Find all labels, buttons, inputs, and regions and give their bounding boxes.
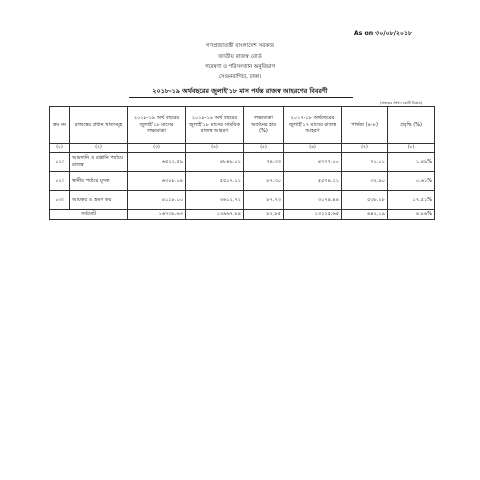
row-prev-collection: ৩০৭৪.৪৪ <box>284 191 342 210</box>
row-collection: ৩৬১২.৭২ <box>186 191 244 210</box>
title-underline <box>129 97 353 98</box>
col-number: (১) <box>50 144 70 153</box>
unit-note: (অংকের সংখ্যা কোটি টাকায়) <box>380 101 422 105</box>
row-serial: ০১। <box>50 153 70 172</box>
col-number: (৮) <box>388 144 435 153</box>
table-row <box>50 191 435 210</box>
header-address: সেগুনবাগিচা, ঢাকা। <box>218 74 262 80</box>
row-target: ৪১১৮.০০ <box>128 191 186 210</box>
total-collection: ১৩৯৬৭.৮৪ <box>186 210 244 220</box>
row-achievement: ৮৭.৩০ <box>244 172 284 191</box>
col-header-growth: প্রবৃদ্ধি (%) <box>388 107 435 144</box>
revenue-table <box>49 106 435 220</box>
total-target: ১৬৭৩৮.৬৩ <box>128 210 186 220</box>
column-number-row <box>50 144 435 153</box>
col-number: (৭) <box>342 144 388 153</box>
total-prev-collection: ১৩২২৫.৬৫ <box>284 210 342 220</box>
header-government: গণপ্রজাতন্ত্রী বাংলাদেশ সরকার <box>206 43 274 49</box>
col-header-achievement: লক্ষ্যমাত্রা অর্জনের হার (%) <box>244 107 284 144</box>
total-growth: ৪.৮৬% <box>388 210 435 220</box>
total-label: সর্বমোট <box>50 210 128 220</box>
row-revenue-head: আয়কর ও ভ্রমণ কর <box>70 191 128 210</box>
total-achievement: ৮২.৮৫ <box>244 210 284 220</box>
col-number: (৪) <box>186 144 244 153</box>
row-revenue-head: স্থানীয় পর্যায়ে মূসক <box>70 172 128 191</box>
row-difference: ৭১.০১ <box>342 153 388 172</box>
row-difference: ৫৩৮.২৮ <box>342 191 388 210</box>
col-number: (২) <box>70 144 128 153</box>
table-header-row <box>50 107 435 144</box>
total-row <box>50 210 435 220</box>
row-achievement: ৮৭.৭৩ <box>244 191 284 210</box>
row-prev-collection: ৫৫৭৪.২১ <box>284 172 342 191</box>
col-header-serial: ক্রঃ নং <box>50 107 70 144</box>
row-target: ৬৫২২.৫৯ <box>128 153 186 172</box>
col-header-target: ২০১৮-১৯ অর্থ বছরের জুলাই'১৮ মাসের লক্ষ্যমাত্রা <box>128 107 186 144</box>
row-growth: ১৭.৫১% <box>388 191 435 210</box>
col-header-prev-collection: ২০১৭-১৮ অর্থবছরের জুলাই'১৭ মাসের রাজস্ব আহরণ <box>284 107 342 144</box>
report-title: ২০১৮-১৯ অর্থবছরের জুলাই'১৮ মাস পর্যন্ত রাজস্ব আহরণের বিবরণী <box>152 87 328 95</box>
row-serial: ০২। <box>50 172 70 191</box>
header-nbr: জাতীয় রাজস্ব বোর্ড <box>218 54 262 60</box>
col-header-revenue-head: রাজস্বের প্রধান খাতসমূহ <box>70 107 128 144</box>
row-serial: ০৩। <box>50 191 70 210</box>
row-revenue-head: আমদানি ও রপ্তানি পর্যায়ে রাজস্ব <box>70 153 128 172</box>
row-collection: ৫৫০৭.১১ <box>186 172 244 191</box>
row-growth: ১.৪৯% <box>388 153 435 172</box>
row-prev-collection: ৪৭৭৭.০০ <box>284 153 342 172</box>
row-collection: ৪৮৪৮.০১ <box>186 153 244 172</box>
row-difference: ৩২.৯০ <box>342 172 388 191</box>
total-difference: ৬৪২.১৯ <box>342 210 388 220</box>
table-row <box>50 153 435 172</box>
col-number: (৩) <box>128 144 186 153</box>
row-growth: ০.৬১% <box>388 172 435 191</box>
as-on-date: As on ৩০/০৮/২০১৮ <box>353 30 412 37</box>
row-achievement: ৭৪.৩৩ <box>244 153 284 172</box>
col-number: (৫) <box>244 144 284 153</box>
col-header-collection: ২০১৮-১৯ অর্থ বছরের জুলাই'১৮ মাসের সাময়িক রাজস্ব আহরণ <box>186 107 244 144</box>
row-target: ৬৩০৮.০৪ <box>128 172 186 191</box>
col-number: (৬) <box>284 144 342 153</box>
table-row <box>50 172 435 191</box>
header-wing: গবেষণা ও পরিসংখ্যান অনুবিভাগ <box>205 64 275 70</box>
col-header-difference: পার্থক্য (৪-৮) <box>342 107 388 144</box>
